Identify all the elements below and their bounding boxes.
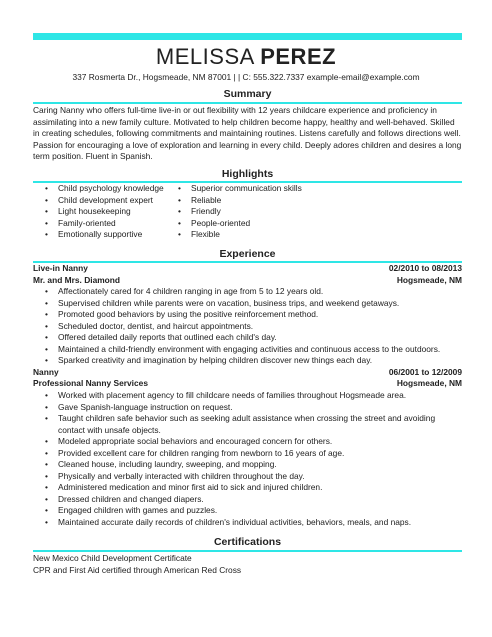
job-bullet: • Maintained a child-friendly environment with engaging activities and continuous access to the outdoors. [33, 344, 462, 356]
job-title: Nanny [33, 367, 59, 377]
certification-item: New Mexico Child Development Certificate [33, 553, 192, 563]
job-employer: Professional Nanny Services [33, 378, 148, 388]
highlight-item: • Light housekeeping [33, 206, 183, 218]
summary-text: Caring Nanny who offers full-time live-in or out flexibility with 12 years childcare experience and proficiency in assimilating into a new family culture. Motivated to help children become happy, healthy and well-behaved. Skilled in creating schedules, following commitments and maintaining routines. Listens carefully and follows directions well. Passion for encouraging a love of exploration and learning in every child. Deeply adores children and desires a long term position. Fluent in Spanish. [33, 105, 462, 162]
highlights-heading: Highlights [221, 168, 274, 180]
job-bullet: • Dressed children and changed diapers. [33, 494, 462, 506]
job-bullet: • Maintained accurate daily records of children's individual activities, behaviors, meals, and naps. [33, 517, 462, 529]
contact-line: 337 Rosmerta Dr., Hogsmeade, NM 87001 | | C: 555.322.7337 example-email@example.com [72, 72, 420, 82]
first-name: MELISSA [155, 44, 254, 69]
job-bullet: • Taught children safe behavior such as seeking adult assistance when crossing the street and avoiding contact with unsafe objects. [33, 413, 462, 436]
certifications-heading: Certifications [213, 536, 282, 548]
job-dates: 02/2010 to 08/2013 [388, 263, 462, 273]
job-employer: Mr. and Mrs. Diamond [33, 275, 121, 285]
job-bullet: • Cleaned house, including laundry, sweeping, and mopping. [33, 459, 462, 471]
job-bullet: • Provided excellent care for children ranging from newborn to 16 years of age. [33, 448, 462, 460]
highlight-item: • Flexible [166, 229, 366, 241]
job-bullets [33, 390, 462, 528]
highlight-item: • Emotionally supportive [33, 229, 183, 241]
job-bullet: • Modeled appropriate social behaviors and encouraged concern for others. [33, 436, 462, 448]
job-bullet: • Offered detailed daily reports that outlined each child's day. [33, 332, 462, 344]
job-bullet: • Affectionately cared for 4 children ranging in age from 5 to 12 years old. [33, 286, 462, 298]
summary-heading: Summary [223, 88, 272, 100]
job-bullet: • Gave Spanish-language instruction on request. [33, 402, 462, 414]
highlight-item: • Child development expert [33, 195, 183, 207]
job-title: Live-in Nanny [33, 263, 88, 273]
accent-bar [33, 33, 462, 40]
job-bullets [33, 286, 462, 367]
job-dates: 06/2001 to 12/2009 [388, 367, 462, 377]
job-location: Hogsmeade, NM [396, 275, 462, 285]
job-bullet: • Sparked creativity and imagination by helping children discover new things each day. [33, 355, 462, 367]
job-bullet: • Engaged children with games and puzzles. [33, 505, 462, 517]
highlight-item: • Superior communication skills [166, 183, 366, 195]
job-bullet: • Promoted good behaviors by using the positive reinforcement method. [33, 309, 462, 321]
job-bullet: • Scheduled doctor, dentist, and haircut appointments. [33, 321, 462, 333]
job-location: Hogsmeade, NM [396, 378, 462, 388]
certification-item: CPR and First Aid certified through American Red Cross [33, 564, 242, 575]
summary-divider [33, 102, 462, 104]
experience-heading: Experience [219, 248, 276, 260]
highlights-right-list [166, 183, 366, 241]
highlight-item: • Reliable [166, 195, 366, 207]
highlight-item: • Friendly [166, 206, 366, 218]
job-bullet: • Worked with placement agency to fill childcare needs of families throughout Hogsmeade area. [33, 390, 462, 402]
candidate-name [0, 44, 492, 70]
highlight-item: • People-oriented [166, 218, 366, 230]
highlights-left-list [33, 183, 183, 241]
job-bullet: • Physically and verbally interacted with children throughout the day. [33, 471, 462, 483]
job-bullet: • Administered medication and minor first aid to sick and injured children. [33, 482, 462, 494]
highlight-item: • Child psychology knowledge [33, 183, 183, 195]
certifications-divider [33, 550, 462, 552]
last-name: PEREZ [260, 44, 337, 69]
certifications-list [33, 553, 462, 576]
highlight-item: • Family-oriented [33, 218, 183, 230]
job-bullet: • Supervised children while parents were on vacation, business trips, and weekend getaways. [33, 298, 462, 310]
